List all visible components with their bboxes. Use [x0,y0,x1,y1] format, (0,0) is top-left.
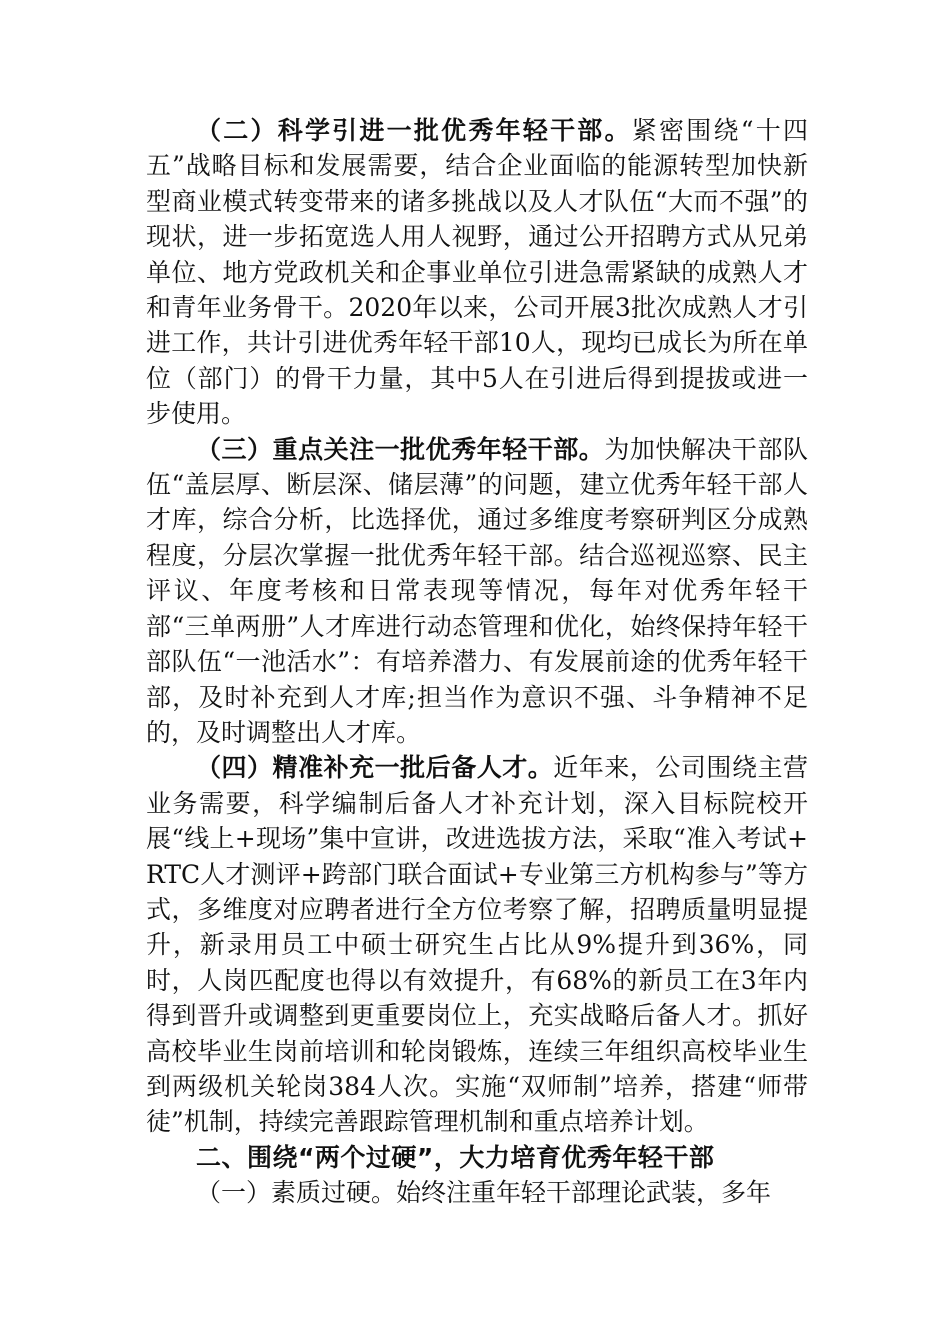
paragraph-lead: （四）精准补充一批后备人才。 [196,753,554,783]
document-page [146,113,808,1211]
section-heading: 二、围绕“两个过硬”，大力培育优秀年轻干部 [196,1142,715,1172]
paragraph-quality [146,1175,808,1210]
paragraph-lead: （三）重点关注一批优秀年轻干部。 [196,434,605,464]
paragraph-lead: （一）素质过硬。 [196,1178,397,1208]
paragraph-body: 紧密围绕“十四五”战略目标和发展需要，结合企业面临的能源转型加快新型商业模式转变带来的诸多挑战以及人才队伍“大而不强”的现状，进一步拓宽选人用人视野，通过公开招聘方式从兄弟单位、地方党政机关和企事业单位引进急需紧缺的成熟人才和青年业务骨干。2020年以来，公司开展3批次成熟人才引进工作，共计引进优秀年轻干部10人，现均已成长为所在单位（部门）的骨干力量，其中5人在引进后得到提拔或进一步使用。 [146,116,808,429]
paragraph-focus-young-cadres [146,432,808,751]
paragraph-introduce-young-cadres [146,113,808,432]
paragraph-reserve-talent [146,750,808,1139]
paragraph-body: 始终注重年轻干部理论武装，多年 [396,1178,772,1208]
paragraph-body: 近年来，公司围绕主营业务需要，科学编制后备人才补充计划，深入目标院校开展“线上+现场”集中宣讲，改进选拔方法，采取“准入考试+RTC人才测评+跨部门联合面试+专业第三方机构参与”等方式，多维度对应聘者进行全方位考察了解，招聘质量明显提升，新录用员工中硕士研究生占比从9%提升到36%，同时，人岗匹配度也得以有效提升，有68%的新员工在3年内得到晋升或调整到更重要岗位上，充实战略后备人才。抓好高校毕业生岗前培训和轮岗锻炼，连续三年组织高校毕业生到两级机关轮岗384人次。实施“双师制”培养，搭建“师带徒”机制，持续完善跟踪管理机制和重点培养计划。 [146,753,808,1137]
paragraph-lead: （二）科学引进一批优秀年轻干部。 [196,116,632,145]
paragraph-body: 为加快解决干部队伍“盖层厚、断层深、储层薄”的问题，建立优秀年轻干部人才库，综合分析，比选择优，通过多维度考察研判区分成熟程度，分层次掌握一批优秀年轻干部。结合巡视巡察、民主评议、年度考核和日常表现等情况，每年对优秀年轻干部“三单两册”人才库进行动态管理和优化，始终保持年轻干部队伍“一池活水”：有培养潜力、有发展前途的优秀年轻干部，及时补充到人才库;担当作为意识不强、斗争精神不足的，及时调整出人才库。 [146,434,808,747]
